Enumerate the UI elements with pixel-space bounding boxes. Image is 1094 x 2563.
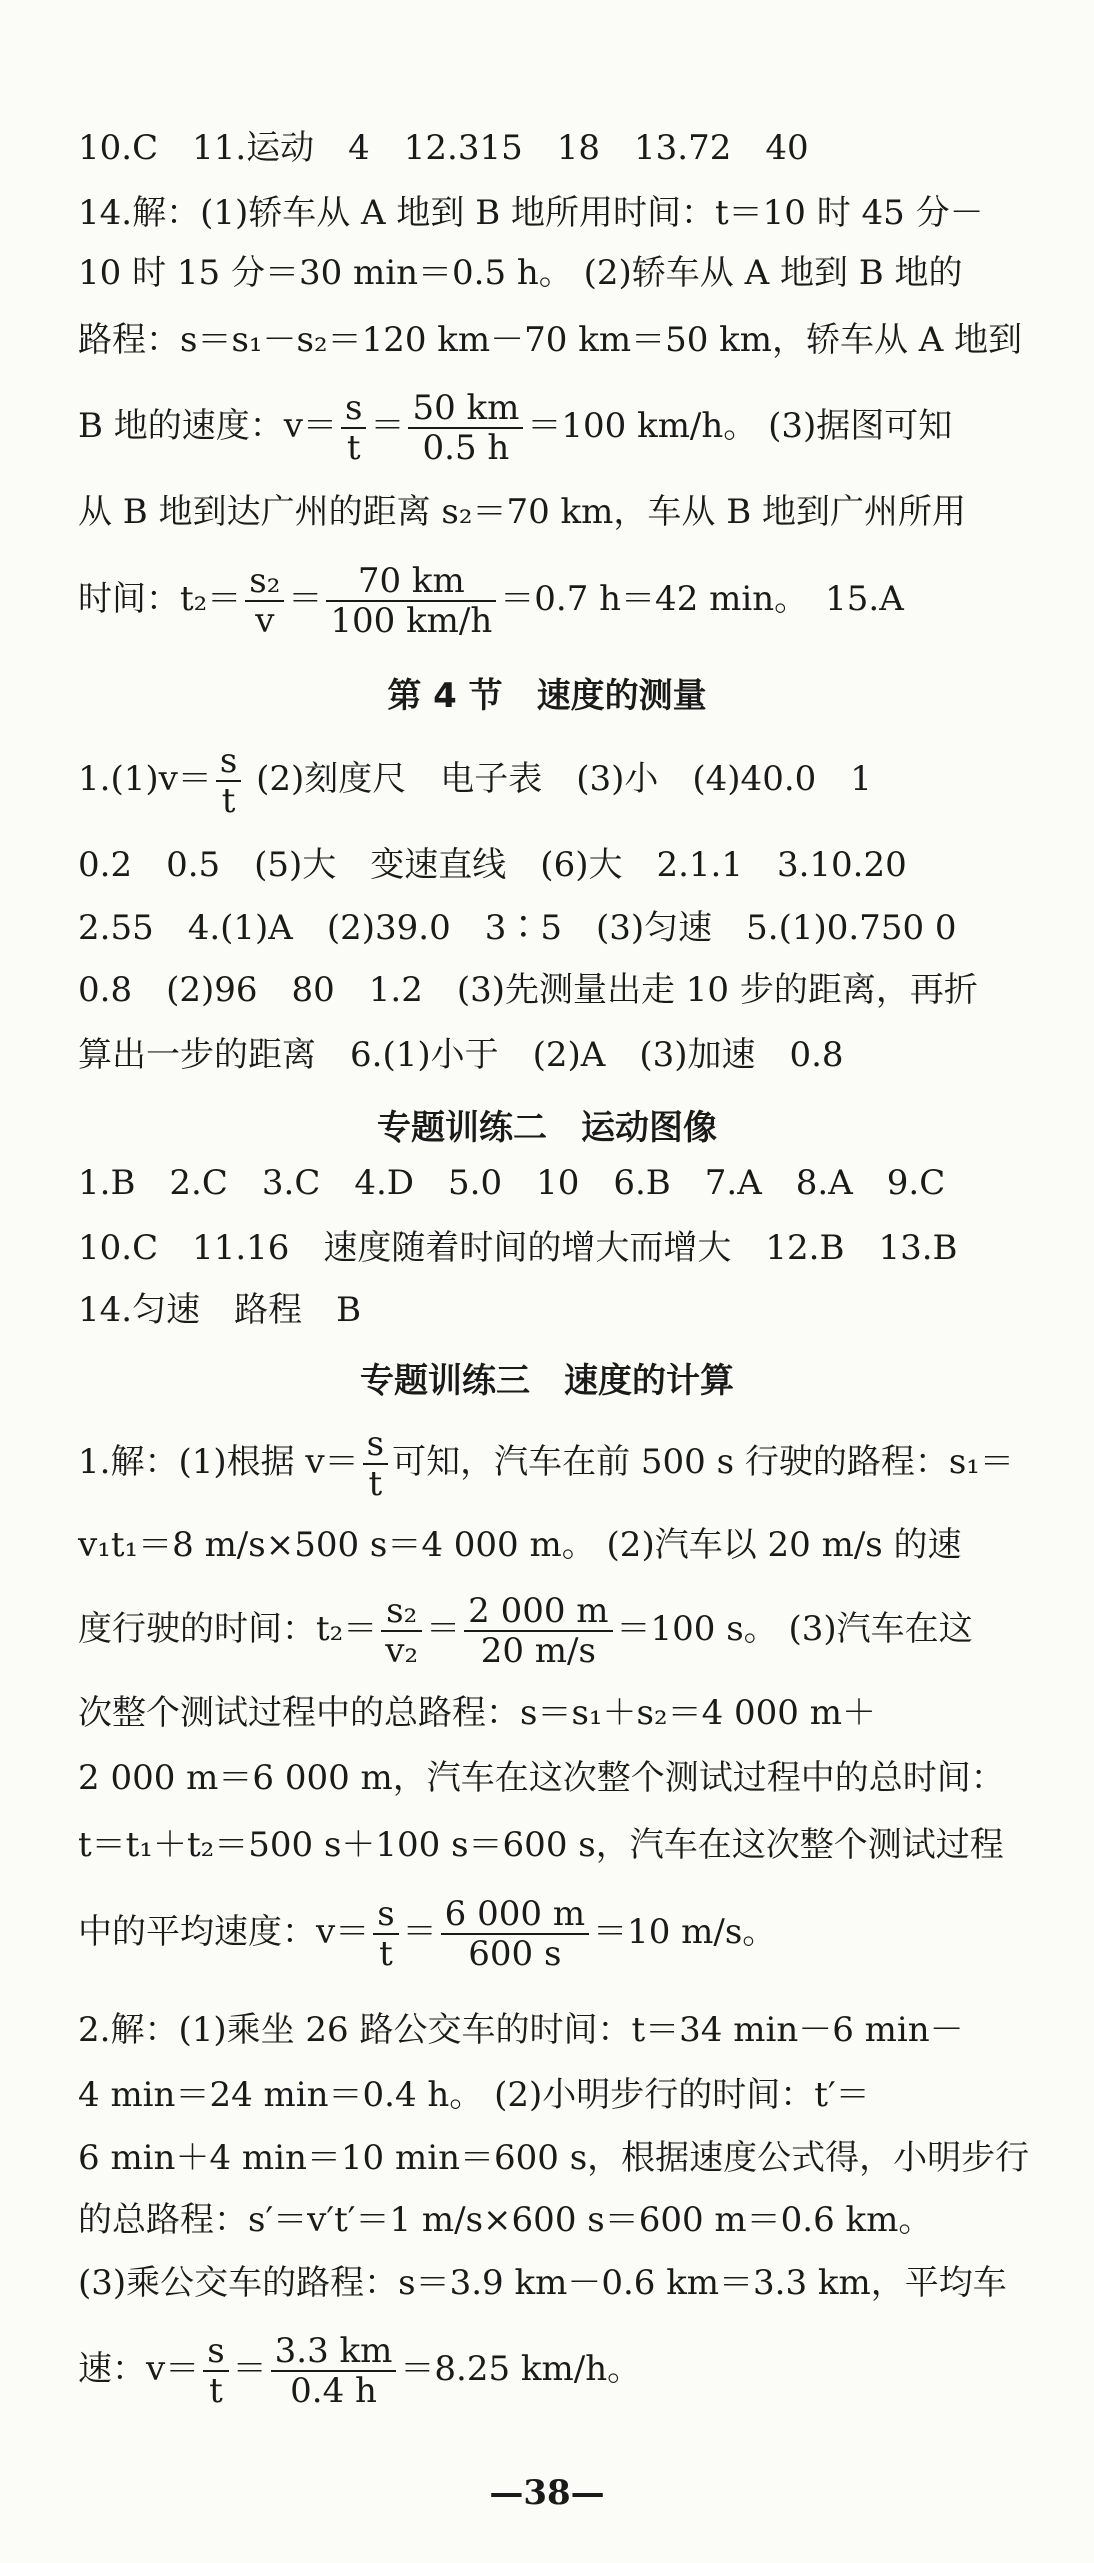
formula-line [78, 2325, 641, 2413]
answer-line: 1.B 2.C 3.C 4.D 5.0 10 6.B 7.A 8.A 9.C [78, 1163, 946, 1203]
answer-line: 4 min＝24 min＝0.4 h。 (2)小明步行的时间：t′＝ [78, 2075, 870, 2115]
equals-sign: ＝ [232, 2349, 267, 2389]
answer-line: 算出一步的距离 6.(1)小于 (2)A (3)加速 0.8 [78, 1035, 844, 1075]
page-number: —38— [489, 2473, 605, 2513]
formula-line [78, 735, 872, 823]
denominator: 20 m/s [480, 1631, 596, 1671]
denominator: 0.4 h [290, 2371, 377, 2411]
numerator: 3.3 km [271, 2332, 397, 2372]
denominator: t [209, 2371, 223, 2411]
answer-line: 2.55 4.(1)A (2)39.0 3∶5 (3)匀速 5.(1)0.750 0 [78, 908, 957, 948]
denominator: t [346, 428, 361, 468]
equals-sign: ＝ [288, 579, 323, 619]
answer-line: 14.匀速 路程 B [78, 1290, 362, 1330]
numerator: 2 000 m [464, 1592, 612, 1632]
fraction [441, 1895, 589, 1973]
text-segment: 1.解：(1)根据 v＝ [78, 1442, 359, 1482]
numerator: 6 000 m [441, 1895, 589, 1935]
fraction [373, 1895, 398, 1973]
numerator: s [216, 742, 241, 782]
fraction [464, 1592, 612, 1670]
answer-line: v₁t₁＝8 m/s×500 s＝4 000 m。 (2)汽车以 20 m/s 的速 [78, 1525, 962, 1565]
denominator: 100 km/h [330, 601, 493, 641]
answer-line: 10.C 11.16 速度随着时间的增大而增大 12.B 13.B [78, 1228, 958, 1268]
equals-sign: ＝ [402, 1912, 437, 1952]
answer-line: 次整个测试过程中的总路程：s＝s₁＋s₂＝4 000 m＋ [78, 1693, 876, 1733]
text-segment: (2)刻度尺 电子表 (3)小 (4)40.0 1 [256, 759, 872, 799]
answer-line: 2.解：(1)乘坐 26 路公交车的时间：t＝34 min－6 min－ [78, 2010, 964, 2050]
text-segment: 度行驶的时间：t₂＝ [78, 1609, 378, 1649]
section-heading: 专题训练三 速度的计算 [360, 1361, 734, 1401]
fraction [245, 562, 284, 640]
fraction [216, 742, 241, 820]
fraction [203, 2332, 228, 2410]
equals-sign: ＝ [370, 406, 405, 446]
numerator: s [373, 1895, 398, 1935]
fraction [326, 562, 496, 640]
numerator: s₂ [245, 562, 284, 602]
text-segment: 可知，汽车在前 500 s 行驶的路程：s₁＝ [392, 1442, 1014, 1482]
denominator: t [379, 1934, 393, 1974]
formula-line [78, 555, 904, 643]
fraction [363, 1425, 388, 1503]
denominator: t [221, 781, 236, 821]
text-segment: 速：v＝ [78, 2349, 200, 2389]
fraction [381, 1592, 422, 1670]
section-heading: 第 4 节 速度的测量 [387, 676, 707, 716]
text-segment: ＝8.25 km/h。 [400, 2349, 642, 2389]
numerator: s [203, 2332, 228, 2372]
answer-line: (3)乘公交车的路程：s＝3.9 km－0.6 km＝3.3 km，平均车 [78, 2263, 1007, 2303]
denominator: 600 s [468, 1934, 562, 1974]
text-segment: 中的平均速度：v＝ [78, 1912, 370, 1952]
answer-line: 0.2 0.5 (5)大 变速直线 (6)大 2.1.1 3.10.20 [78, 845, 907, 885]
answer-line: 10 时 15 分＝30 min＝0.5 h。 (2)轿车从 A 地到 B 地的 [78, 253, 963, 293]
numerator: s [341, 389, 366, 429]
formula-line [78, 1418, 1014, 1506]
formula-line [78, 382, 952, 470]
numerator: 70 km [326, 562, 496, 602]
fraction [271, 2332, 397, 2410]
text-segment: ＝0.7 h＝42 min。 15.A [500, 579, 904, 619]
answer-line: 路程：s＝s₁－s₂＝120 km－70 km＝50 km，轿车从 A 地到 [78, 320, 1023, 360]
text-segment: B 地的速度：v＝ [78, 406, 338, 446]
denominator: t [368, 1464, 383, 1504]
numerator: s₂ [381, 1592, 422, 1632]
answer-line: t＝t₁＋t₂＝500 s＋100 s＝600 s，汽车在这次整个测试过程 [78, 1825, 1004, 1865]
numerator: s [363, 1425, 388, 1465]
denominator: v₂ [385, 1631, 419, 1671]
answer-line: 14.解：(1)轿车从 A 地到 B 地所用时间：t＝10 时 45 分－ [78, 193, 984, 233]
text-segment: 1.(1)v＝ [78, 759, 212, 799]
denominator: 0.5 h [422, 428, 510, 468]
answer-line: 2 000 m＝6 000 m，汽车在这次整个测试过程中的总时间： [78, 1758, 1005, 1798]
answer-line: 从 B 地到达广州的距离 s₂＝70 km，车从 B 地到广州所用 [78, 492, 966, 532]
answer-line: 的总路程：s′＝v′t′＝1 m/s×600 s＝600 m＝0.6 km。 [78, 2200, 933, 2240]
text-segment: 时间：t₂＝ [78, 579, 242, 619]
formula-line [78, 1888, 776, 1976]
answer-line: 0.8 (2)96 80 1.2 (3)先测量出走 10 步的距离，再折 [78, 970, 978, 1010]
text-segment: ＝100 s。 (3)汽车在这 [616, 1609, 973, 1649]
answer-line: 10.C 11.运动 4 12.315 18 13.72 40 [78, 128, 809, 168]
text-segment: ＝100 km/h。 (3)据图可知 [527, 406, 953, 446]
denominator: v [255, 601, 275, 641]
numerator: 50 km [408, 389, 523, 429]
fraction [341, 389, 366, 467]
answer-line: 6 min＋4 min＝10 min＝600 s，根据速度公式得，小明步行 [78, 2138, 1030, 2178]
equals-sign: ＝ [426, 1609, 461, 1649]
formula-line [78, 1585, 973, 1673]
text-segment: ＝10 m/s。 [593, 1912, 777, 1952]
fraction [408, 389, 523, 467]
section-heading: 专题训练二 运动图像 [377, 1108, 717, 1148]
